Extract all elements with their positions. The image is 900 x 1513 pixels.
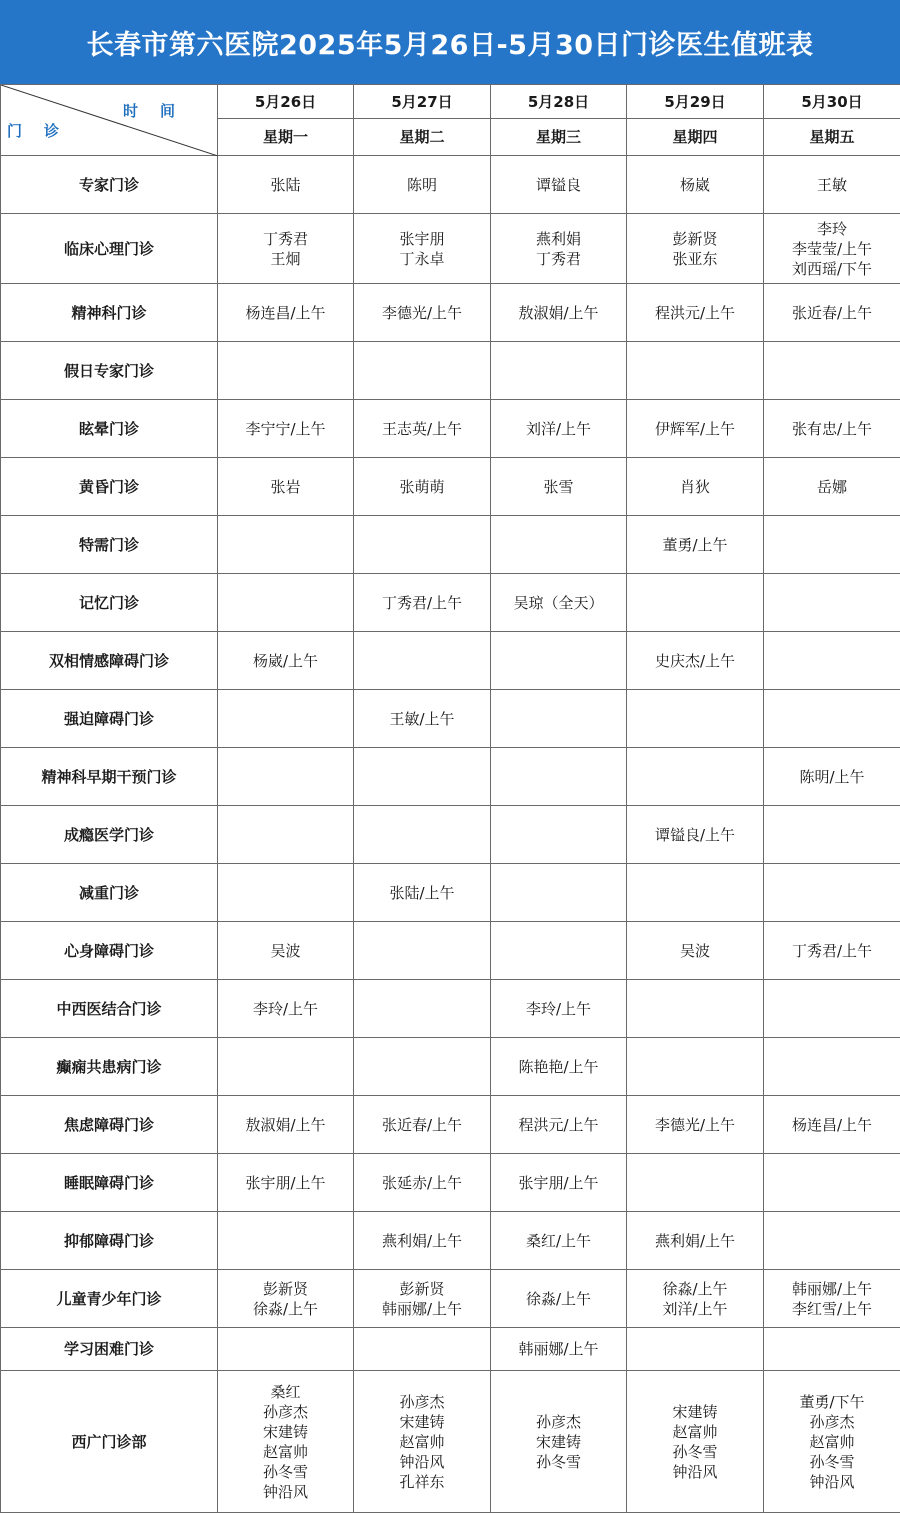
doctor-entry: 丁秀君 xyxy=(491,249,626,269)
duty-cell-day-1 xyxy=(218,632,354,690)
doctor-entry: 孙冬雪 xyxy=(218,1462,353,1482)
weekday-header-4: 星期四 xyxy=(627,119,764,156)
clinic-name-cell: 精神科门诊 xyxy=(1,284,218,342)
clinic-name-cell: 假日专家门诊 xyxy=(1,342,218,400)
doctor-entry: 刘洋/上午 xyxy=(491,419,626,439)
duty-cell-day-1 xyxy=(218,1328,354,1371)
clinic-name-cell: 临床心理门诊 xyxy=(1,214,218,284)
duty-cell-day-4 xyxy=(627,1096,764,1154)
doctor-entry: 徐淼/上午 xyxy=(218,1299,353,1319)
duty-cell-day-5 xyxy=(764,214,900,284)
clinic-name-cell: 焦虑障碍门诊 xyxy=(1,1096,218,1154)
duty-cell-day-1 xyxy=(218,690,354,748)
duty-cell-day-3 xyxy=(491,1154,627,1212)
duty-cell-day-2 xyxy=(354,690,491,748)
clinic-row xyxy=(1,1212,900,1270)
duty-cell-day-2 xyxy=(354,1270,491,1328)
doctor-entry: 张近春/上午 xyxy=(764,303,900,323)
duty-cell-day-1 xyxy=(218,1096,354,1154)
duty-cell-day-1 xyxy=(218,980,354,1038)
clinic-row xyxy=(1,342,900,400)
doctor-entry: 张萌萌 xyxy=(354,477,490,497)
doctor-entry: 张宇朋/上午 xyxy=(491,1173,626,1193)
doctor-entry: 岳娜 xyxy=(764,477,900,497)
weekday-header-3: 星期三 xyxy=(491,119,627,156)
date-header-2: 5月27日 xyxy=(354,85,491,119)
doctor-entry: 宋建铸 xyxy=(218,1422,353,1442)
duty-cell-day-5 xyxy=(764,342,900,400)
doctor-entry: 丁永卓 xyxy=(354,249,490,269)
doctor-entry: 韩丽娜/上午 xyxy=(764,1279,900,1299)
duty-cell-day-5 xyxy=(764,516,900,574)
clinic-name-cell: 西广门诊部 xyxy=(1,1371,218,1513)
weekday-header-2: 星期二 xyxy=(354,119,491,156)
duty-cell-day-1 xyxy=(218,458,354,516)
clinic-name-cell: 减重门诊 xyxy=(1,864,218,922)
duty-cell-day-4 xyxy=(627,980,764,1038)
clinic-name-cell: 黄昏门诊 xyxy=(1,458,218,516)
corner-time-label: 时间 xyxy=(123,101,197,121)
duty-cell-day-3 xyxy=(491,1038,627,1096)
duty-cell-day-1 xyxy=(218,1371,354,1513)
duty-cell-day-2 xyxy=(354,864,491,922)
doctor-entry: 孙冬雪 xyxy=(764,1452,900,1472)
clinic-row xyxy=(1,632,900,690)
duty-cell-day-1 xyxy=(218,1038,354,1096)
duty-cell-day-5 xyxy=(764,980,900,1038)
doctor-entry: 杨连昌/上午 xyxy=(218,303,353,323)
duty-cell-day-4 xyxy=(627,574,764,632)
clinic-row xyxy=(1,400,900,458)
doctor-entry: 徐淼/上午 xyxy=(491,1289,626,1309)
clinic-row xyxy=(1,922,900,980)
duty-cell-day-1 xyxy=(218,1154,354,1212)
doctor-entry: 张雪 xyxy=(491,477,626,497)
doctor-entry: 杨崴/上午 xyxy=(218,651,353,671)
clinic-name-cell: 强迫障碍门诊 xyxy=(1,690,218,748)
duty-cell-day-2 xyxy=(354,1096,491,1154)
doctor-entry: 陈艳艳/上午 xyxy=(491,1057,626,1077)
doctor-entry: 董勇/下午 xyxy=(764,1392,900,1412)
clinic-row xyxy=(1,214,900,284)
doctor-entry: 王志英/上午 xyxy=(354,419,490,439)
duty-cell-day-4 xyxy=(627,342,764,400)
doctor-entry: 孙彦杰 xyxy=(491,1412,626,1432)
duty-cell-day-1 xyxy=(218,516,354,574)
duty-cell-day-4 xyxy=(627,516,764,574)
clinic-name-cell: 睡眠障碍门诊 xyxy=(1,1154,218,1212)
clinic-row xyxy=(1,864,900,922)
clinic-name-cell: 记忆门诊 xyxy=(1,574,218,632)
duty-cell-day-3 xyxy=(491,156,627,214)
clinic-row xyxy=(1,1371,900,1513)
schedule-title: 长春市第六医院2025年5月26日-5月30日门诊医生值班表 xyxy=(0,0,900,84)
doctor-entry: 敖淑娟/上午 xyxy=(491,303,626,323)
duty-cell-day-3 xyxy=(491,342,627,400)
duty-cell-day-4 xyxy=(627,156,764,214)
duty-cell-day-5 xyxy=(764,690,900,748)
corner-clinic-label: 门诊 xyxy=(7,121,81,141)
doctor-entry: 程洪元/上午 xyxy=(491,1115,626,1135)
clinic-row xyxy=(1,156,900,214)
doctor-entry: 张宇朋 xyxy=(354,229,490,249)
duty-cell-day-5 xyxy=(764,1371,900,1513)
doctor-entry: 张亚东 xyxy=(627,249,763,269)
duty-cell-day-2 xyxy=(354,1371,491,1513)
doctor-entry: 陈明/上午 xyxy=(764,767,900,787)
doctor-entry: 彭新贤 xyxy=(354,1279,490,1299)
duty-cell-day-4 xyxy=(627,1212,764,1270)
doctor-entry: 谭镒良 xyxy=(491,175,626,195)
weekday-header-1: 星期一 xyxy=(218,119,354,156)
clinic-row xyxy=(1,1270,900,1328)
clinic-name-cell: 眩晕门诊 xyxy=(1,400,218,458)
doctor-entry: 韩丽娜/上午 xyxy=(354,1299,490,1319)
duty-cell-day-3 xyxy=(491,922,627,980)
duty-cell-day-3 xyxy=(491,458,627,516)
duty-cell-day-1 xyxy=(218,284,354,342)
duty-cell-day-2 xyxy=(354,1328,491,1371)
doctor-entry: 徐淼/上午 xyxy=(627,1279,763,1299)
doctor-entry: 赵富帅 xyxy=(764,1432,900,1452)
duty-cell-day-4 xyxy=(627,748,764,806)
duty-cell-day-2 xyxy=(354,806,491,864)
doctor-entry: 张有忠/上午 xyxy=(764,419,900,439)
duty-cell-day-2 xyxy=(354,284,491,342)
doctor-entry: 李宁宁/上午 xyxy=(218,419,353,439)
duty-cell-day-2 xyxy=(354,516,491,574)
clinic-row xyxy=(1,748,900,806)
duty-cell-day-3 xyxy=(491,1371,627,1513)
duty-cell-day-5 xyxy=(764,574,900,632)
doctor-entry: 张陆 xyxy=(218,175,353,195)
doctor-entry: 孙冬雪 xyxy=(491,1452,626,1472)
duty-cell-day-2 xyxy=(354,574,491,632)
duty-cell-day-5 xyxy=(764,1328,900,1371)
doctor-entry: 李德光/上午 xyxy=(627,1115,763,1135)
duty-cell-day-4 xyxy=(627,214,764,284)
duty-cell-day-4 xyxy=(627,632,764,690)
duty-cell-day-3 xyxy=(491,690,627,748)
duty-cell-day-1 xyxy=(218,1212,354,1270)
duty-cell-day-2 xyxy=(354,748,491,806)
clinic-name-cell: 成瘾医学门诊 xyxy=(1,806,218,864)
weekday-header-5: 星期五 xyxy=(764,119,900,156)
doctor-entry: 程洪元/上午 xyxy=(627,303,763,323)
doctor-entry: 李莹莹/上午 xyxy=(764,239,900,259)
duty-cell-day-5 xyxy=(764,156,900,214)
duty-cell-day-4 xyxy=(627,400,764,458)
doctor-entry: 肖狄 xyxy=(627,477,763,497)
clinic-row xyxy=(1,806,900,864)
duty-cell-day-2 xyxy=(354,214,491,284)
clinic-row xyxy=(1,284,900,342)
duty-cell-day-2 xyxy=(354,922,491,980)
duty-cell-day-3 xyxy=(491,574,627,632)
duty-cell-day-4 xyxy=(627,1328,764,1371)
doctor-entry: 张近春/上午 xyxy=(354,1115,490,1135)
date-header-row xyxy=(1,85,900,119)
clinic-name-cell: 中西医结合门诊 xyxy=(1,980,218,1038)
doctor-entry: 孙冬雪 xyxy=(627,1442,763,1462)
doctor-entry: 孙彦杰 xyxy=(354,1392,490,1412)
clinic-row xyxy=(1,1154,900,1212)
duty-cell-day-5 xyxy=(764,632,900,690)
doctor-entry: 董勇/上午 xyxy=(627,535,763,555)
doctor-entry: 孔祥东 xyxy=(354,1472,490,1492)
doctor-entry: 张岩 xyxy=(218,477,353,497)
doctor-entry: 孙彦杰 xyxy=(764,1412,900,1432)
duty-cell-day-3 xyxy=(491,1270,627,1328)
doctor-entry: 张陆/上午 xyxy=(354,883,490,903)
duty-cell-day-5 xyxy=(764,458,900,516)
doctor-entry: 桑红 xyxy=(218,1382,353,1402)
doctor-entry: 赵富帅 xyxy=(218,1442,353,1462)
duty-cell-day-3 xyxy=(491,400,627,458)
duty-cell-day-1 xyxy=(218,342,354,400)
doctor-entry: 钟沿风 xyxy=(354,1452,490,1472)
duty-cell-day-2 xyxy=(354,1038,491,1096)
doctor-entry: 史庆杰/上午 xyxy=(627,651,763,671)
clinic-name-cell: 学习困难门诊 xyxy=(1,1328,218,1371)
clinic-name-cell: 专家门诊 xyxy=(1,156,218,214)
duty-cell-day-2 xyxy=(354,632,491,690)
doctor-entry: 王炯 xyxy=(218,249,353,269)
doctor-entry: 谭镒良/上午 xyxy=(627,825,763,845)
duty-cell-day-4 xyxy=(627,922,764,980)
doctor-entry: 杨连昌/上午 xyxy=(764,1115,900,1135)
doctor-entry: 宋建铸 xyxy=(627,1402,763,1422)
duty-cell-day-3 xyxy=(491,516,627,574)
clinic-name-cell: 抑郁障碍门诊 xyxy=(1,1212,218,1270)
duty-cell-day-1 xyxy=(218,214,354,284)
duty-cell-day-3 xyxy=(491,284,627,342)
doctor-entry: 燕利娟/上午 xyxy=(627,1231,763,1251)
duty-cell-day-2 xyxy=(354,1212,491,1270)
doctor-entry: 彭新贤 xyxy=(218,1279,353,1299)
duty-cell-day-3 xyxy=(491,214,627,284)
clinic-row xyxy=(1,690,900,748)
doctor-entry: 李玲/上午 xyxy=(491,999,626,1019)
doctor-entry: 吴琼（全天） xyxy=(491,593,626,613)
clinic-row xyxy=(1,1096,900,1154)
duty-cell-day-1 xyxy=(218,156,354,214)
doctor-entry: 陈明 xyxy=(354,175,490,195)
duty-cell-day-5 xyxy=(764,806,900,864)
doctor-entry: 李红雪/上午 xyxy=(764,1299,900,1319)
doctor-entry: 吴波 xyxy=(218,941,353,961)
duty-cell-day-2 xyxy=(354,156,491,214)
duty-cell-day-3 xyxy=(491,1096,627,1154)
duty-cell-day-5 xyxy=(764,922,900,980)
doctor-entry: 韩丽娜/上午 xyxy=(491,1339,626,1359)
clinic-row xyxy=(1,516,900,574)
doctor-entry: 吴波 xyxy=(627,941,763,961)
clinic-name-cell: 心身障碍门诊 xyxy=(1,922,218,980)
clinic-name-cell: 双相情感障碍门诊 xyxy=(1,632,218,690)
doctor-entry: 赵富帅 xyxy=(354,1432,490,1452)
duty-cell-day-3 xyxy=(491,806,627,864)
doctor-entry: 赵富帅 xyxy=(627,1422,763,1442)
duty-cell-day-4 xyxy=(627,1270,764,1328)
duty-cell-day-5 xyxy=(764,864,900,922)
duty-cell-day-1 xyxy=(218,1270,354,1328)
duty-cell-day-2 xyxy=(354,400,491,458)
doctor-entry: 孙彦杰 xyxy=(218,1402,353,1422)
duty-cell-day-3 xyxy=(491,864,627,922)
doctor-entry: 李玲/上午 xyxy=(218,999,353,1019)
duty-cell-day-2 xyxy=(354,980,491,1038)
doctor-entry: 丁秀君/上午 xyxy=(764,941,900,961)
date-header-5: 5月30日 xyxy=(764,85,900,119)
doctor-entry: 王敏/上午 xyxy=(354,709,490,729)
duty-cell-day-5 xyxy=(764,1038,900,1096)
duty-cell-day-4 xyxy=(627,1371,764,1513)
doctor-entry: 刘西瑶/下午 xyxy=(764,259,900,279)
clinic-row xyxy=(1,458,900,516)
doctor-entry: 钟沿风 xyxy=(764,1472,900,1492)
doctor-entry: 李玲 xyxy=(764,219,900,239)
doctor-entry: 伊辉军/上午 xyxy=(627,419,763,439)
duty-cell-day-3 xyxy=(491,1212,627,1270)
date-header-4: 5月29日 xyxy=(627,85,764,119)
duty-cell-day-5 xyxy=(764,284,900,342)
doctor-entry: 钟沿风 xyxy=(627,1462,763,1482)
doctor-entry: 刘洋/上午 xyxy=(627,1299,763,1319)
duty-cell-day-4 xyxy=(627,864,764,922)
duty-cell-day-5 xyxy=(764,748,900,806)
header-corner-cell xyxy=(1,85,218,156)
duty-cell-day-4 xyxy=(627,458,764,516)
duty-cell-day-1 xyxy=(218,400,354,458)
clinic-name-cell: 癫痫共患病门诊 xyxy=(1,1038,218,1096)
doctor-entry: 钟沿风 xyxy=(218,1482,353,1502)
duty-cell-day-1 xyxy=(218,748,354,806)
duty-cell-day-3 xyxy=(491,1328,627,1371)
duty-cell-day-4 xyxy=(627,806,764,864)
duty-cell-day-3 xyxy=(491,980,627,1038)
clinic-name-cell: 儿童青少年门诊 xyxy=(1,1270,218,1328)
duty-cell-day-3 xyxy=(491,748,627,806)
duty-cell-day-4 xyxy=(627,1038,764,1096)
duty-cell-day-4 xyxy=(627,690,764,748)
duty-cell-day-1 xyxy=(218,806,354,864)
doctor-entry: 彭新贤 xyxy=(627,229,763,249)
duty-cell-day-4 xyxy=(627,1154,764,1212)
clinic-row xyxy=(1,980,900,1038)
doctor-entry: 丁秀君/上午 xyxy=(354,593,490,613)
duty-schedule-table xyxy=(0,84,900,1513)
duty-cell-day-2 xyxy=(354,458,491,516)
duty-cell-day-5 xyxy=(764,1212,900,1270)
duty-cell-day-5 xyxy=(764,1270,900,1328)
clinic-row xyxy=(1,1328,900,1371)
doctor-entry: 宋建铸 xyxy=(354,1412,490,1432)
duty-cell-day-2 xyxy=(354,342,491,400)
duty-cell-day-2 xyxy=(354,1154,491,1212)
date-header-1: 5月26日 xyxy=(218,85,354,119)
doctor-entry: 李德光/上午 xyxy=(354,303,490,323)
date-header-3: 5月28日 xyxy=(491,85,627,119)
clinic-row xyxy=(1,574,900,632)
doctor-entry: 燕利娟 xyxy=(491,229,626,249)
clinic-name-cell: 特需门诊 xyxy=(1,516,218,574)
doctor-entry: 宋建铸 xyxy=(491,1432,626,1452)
duty-cell-day-1 xyxy=(218,574,354,632)
duty-cell-day-5 xyxy=(764,400,900,458)
duty-cell-day-5 xyxy=(764,1096,900,1154)
doctor-entry: 张宇朋/上午 xyxy=(218,1173,353,1193)
doctor-entry: 燕利娟/上午 xyxy=(354,1231,490,1251)
doctor-entry: 张延赤/上午 xyxy=(354,1173,490,1193)
duty-cell-day-3 xyxy=(491,632,627,690)
duty-cell-day-1 xyxy=(218,864,354,922)
clinic-row xyxy=(1,1038,900,1096)
duty-cell-day-5 xyxy=(764,1154,900,1212)
doctor-entry: 丁秀君 xyxy=(218,229,353,249)
doctor-entry: 王敏 xyxy=(764,175,900,195)
doctor-entry: 敖淑娟/上午 xyxy=(218,1115,353,1135)
doctor-entry: 桑红/上午 xyxy=(491,1231,626,1251)
duty-cell-day-1 xyxy=(218,922,354,980)
clinic-name-cell: 精神科早期干预门诊 xyxy=(1,748,218,806)
duty-cell-day-4 xyxy=(627,284,764,342)
doctor-entry: 杨崴 xyxy=(627,175,763,195)
